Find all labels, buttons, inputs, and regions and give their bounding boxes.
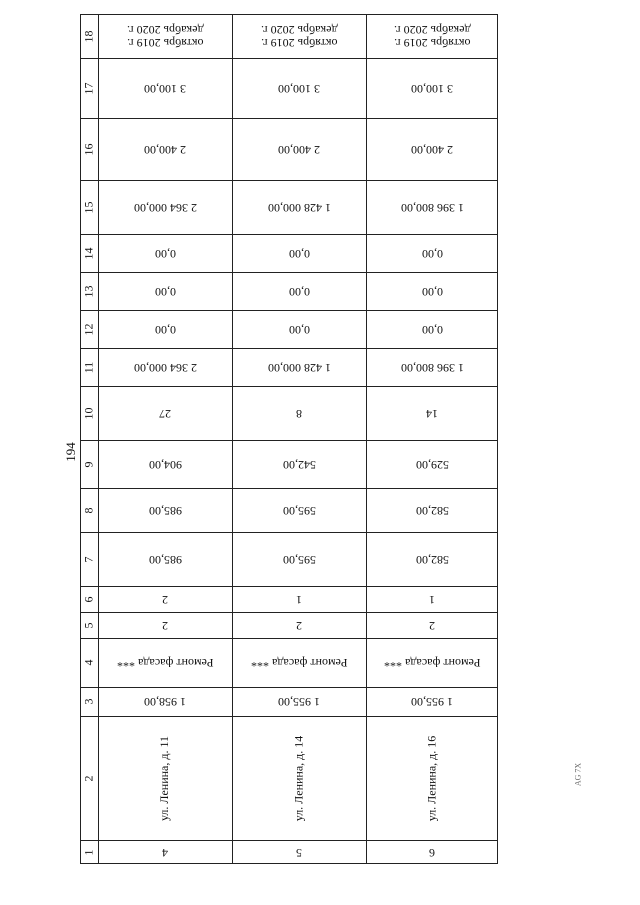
period-cell — [261, 23, 338, 49]
cell-value: 0,00 — [288, 284, 310, 299]
cell-value: 595,00 — [282, 503, 316, 518]
column-number: 15 — [81, 201, 96, 213]
period-start: октябрь 2019 г. — [126, 36, 204, 50]
period-end: декабрь 2020 г. — [260, 23, 338, 37]
cell-value: 2 — [296, 618, 302, 633]
period-start: октябрь 2019 г. — [393, 36, 471, 50]
column-number-cell — [80, 716, 98, 840]
cell-value: 985,00 — [148, 552, 182, 567]
table-cell — [366, 488, 498, 532]
cell-value: Ремонт фасада *** — [250, 656, 348, 670]
footer-mark: AG 7X — [573, 762, 583, 787]
cell-value: 3 100,00 — [411, 81, 453, 96]
column-number: 16 — [81, 143, 96, 155]
table-cell — [98, 310, 232, 348]
table-cell — [366, 638, 498, 687]
column-number-cell — [80, 840, 98, 864]
table-cell — [232, 348, 366, 386]
table-cell — [366, 58, 498, 118]
table-cell — [366, 272, 498, 310]
period-cell — [394, 23, 471, 49]
cell-value: 1 396 800,00 — [400, 360, 464, 375]
table-cell — [232, 532, 366, 586]
table-cell — [98, 348, 232, 386]
table-cell — [232, 488, 366, 532]
table-cell — [98, 234, 232, 272]
column-number: 10 — [81, 407, 96, 419]
column-number: 4 — [81, 659, 96, 666]
column-number: 11 — [81, 361, 96, 373]
column-number: 18 — [81, 30, 96, 42]
table-cell — [366, 310, 498, 348]
period-end: декабрь 2020 г. — [126, 23, 204, 37]
cell-value: 985,00 — [148, 503, 182, 518]
table-cell — [232, 58, 366, 118]
address-text: ул. Ленина, д. 14 — [291, 735, 306, 821]
cell-value: 2 — [429, 618, 435, 633]
cell-value: 0,00 — [288, 246, 310, 261]
address-text: ул. Ленина, д. 16 — [424, 735, 439, 821]
cell-value: 2 400,00 — [144, 142, 186, 157]
cell-value: 1 955,00 — [278, 695, 320, 709]
table-cell — [98, 716, 232, 840]
table-cell — [366, 612, 498, 638]
table-cell — [366, 532, 498, 586]
column-number: 6 — [81, 596, 96, 602]
column-number-cell — [80, 532, 98, 586]
cell-value: 27 — [159, 406, 171, 421]
table-cell — [232, 118, 366, 180]
table-cell — [232, 716, 366, 840]
table-cell — [98, 586, 232, 612]
table-cell — [366, 386, 498, 440]
column-number: 14 — [81, 247, 96, 259]
cell-value: 5 — [296, 845, 302, 860]
table-cell — [366, 440, 498, 488]
table-cell — [232, 234, 366, 272]
cell-value: 8 — [296, 406, 302, 421]
table-cell — [232, 840, 366, 864]
cell-value: 0,00 — [421, 322, 443, 337]
column-number: 9 — [81, 461, 96, 467]
table-cell — [232, 272, 366, 310]
column-number: 5 — [81, 622, 96, 628]
cell-value: Ремонт фасада *** — [383, 656, 481, 670]
cell-value: 2 400,00 — [411, 142, 453, 157]
cell-value: Ремонт фасада *** — [116, 656, 214, 670]
column-number-cell — [80, 638, 98, 687]
cell-value: 529,00 — [415, 457, 449, 472]
cell-value: 904,00 — [148, 457, 182, 472]
column-number-cell — [80, 180, 98, 234]
table-cell — [98, 14, 232, 58]
table-cell — [98, 840, 232, 864]
period-start: октябрь 2019 г. — [260, 36, 338, 50]
cell-value: 0,00 — [154, 322, 176, 337]
cell-value: 2 — [162, 592, 168, 607]
table-cell — [98, 58, 232, 118]
cell-value: 2 364 000,00 — [133, 200, 197, 215]
table-cell — [232, 687, 366, 716]
table-cell — [366, 348, 498, 386]
table-cell — [98, 612, 232, 638]
column-number: 12 — [81, 323, 96, 335]
column-number: 7 — [81, 556, 96, 562]
column-number-cell — [80, 310, 98, 348]
table-cell — [366, 716, 498, 840]
column-number-cell — [80, 612, 98, 638]
cell-value: 1 — [296, 592, 302, 607]
column-number-cell — [80, 586, 98, 612]
table-cell — [366, 14, 498, 58]
rotated-table — [80, 14, 498, 864]
column-number: 8 — [81, 507, 96, 513]
column-number-cell — [80, 348, 98, 386]
column-number-cell — [80, 488, 98, 532]
cell-value: 3 100,00 — [278, 81, 320, 96]
table-cell — [232, 586, 366, 612]
table-cell — [98, 687, 232, 716]
table-cell — [98, 440, 232, 488]
table-cell — [232, 638, 366, 687]
cell-value: 1 396 800,00 — [400, 200, 464, 215]
cell-value: 0,00 — [421, 246, 443, 261]
table-cell — [98, 180, 232, 234]
column-number-cell — [80, 234, 98, 272]
column-number-cell — [80, 118, 98, 180]
cell-value: 2 400,00 — [278, 142, 320, 157]
column-number-cell — [80, 14, 98, 58]
cell-value: 0,00 — [421, 284, 443, 299]
cell-value: 2 364 000,00 — [133, 360, 197, 375]
address-text: ул. Ленина, д. 11 — [157, 735, 172, 821]
cell-value: 14 — [426, 406, 438, 421]
column-number: 17 — [81, 82, 96, 94]
cell-value: 1 955,00 — [411, 695, 453, 709]
cell-value: 1 428 000,00 — [267, 360, 331, 375]
table-cell — [232, 14, 366, 58]
table-cell — [232, 180, 366, 234]
cell-value: 3 100,00 — [144, 81, 186, 96]
table-cell — [232, 386, 366, 440]
table-cell — [98, 488, 232, 532]
table-cell — [366, 687, 498, 716]
cell-value: 1 428 000,00 — [267, 200, 331, 215]
table-cell — [98, 386, 232, 440]
period-end: декабрь 2020 г. — [393, 23, 471, 37]
cell-value: 0,00 — [154, 284, 176, 299]
cell-value: 1 — [429, 592, 435, 607]
table-cell — [98, 272, 232, 310]
column-number-cell — [80, 687, 98, 716]
cell-value: 582,00 — [415, 552, 449, 567]
table-cell — [366, 180, 498, 234]
table-cell — [366, 586, 498, 612]
column-number-cell — [80, 272, 98, 310]
column-number-cell — [80, 386, 98, 440]
cell-value: 6 — [429, 845, 435, 860]
cell-value: 582,00 — [415, 503, 449, 518]
table-cell — [232, 440, 366, 488]
cell-value: 2 — [162, 618, 168, 633]
column-number-cell — [80, 440, 98, 488]
table-cell — [366, 118, 498, 180]
cell-value: 4 — [162, 845, 168, 860]
cell-value: 595,00 — [282, 552, 316, 567]
table-cell — [366, 234, 498, 272]
table-cell — [98, 118, 232, 180]
cell-value: 1 958,00 — [144, 695, 186, 709]
table-cell — [98, 638, 232, 687]
page-number: 194 — [63, 442, 78, 462]
column-number: 13 — [81, 285, 96, 297]
column-number: 1 — [81, 849, 96, 855]
cell-value: 542,00 — [282, 457, 316, 472]
table-cell — [232, 612, 366, 638]
period-cell — [127, 23, 204, 49]
table-cell — [366, 840, 498, 864]
table-cell — [232, 310, 366, 348]
column-number: 2 — [81, 775, 96, 781]
cell-value: 0,00 — [154, 246, 176, 261]
cell-value: 0,00 — [288, 322, 310, 337]
table-cell — [98, 532, 232, 586]
column-number: 3 — [81, 698, 96, 705]
column-number-cell — [80, 58, 98, 118]
